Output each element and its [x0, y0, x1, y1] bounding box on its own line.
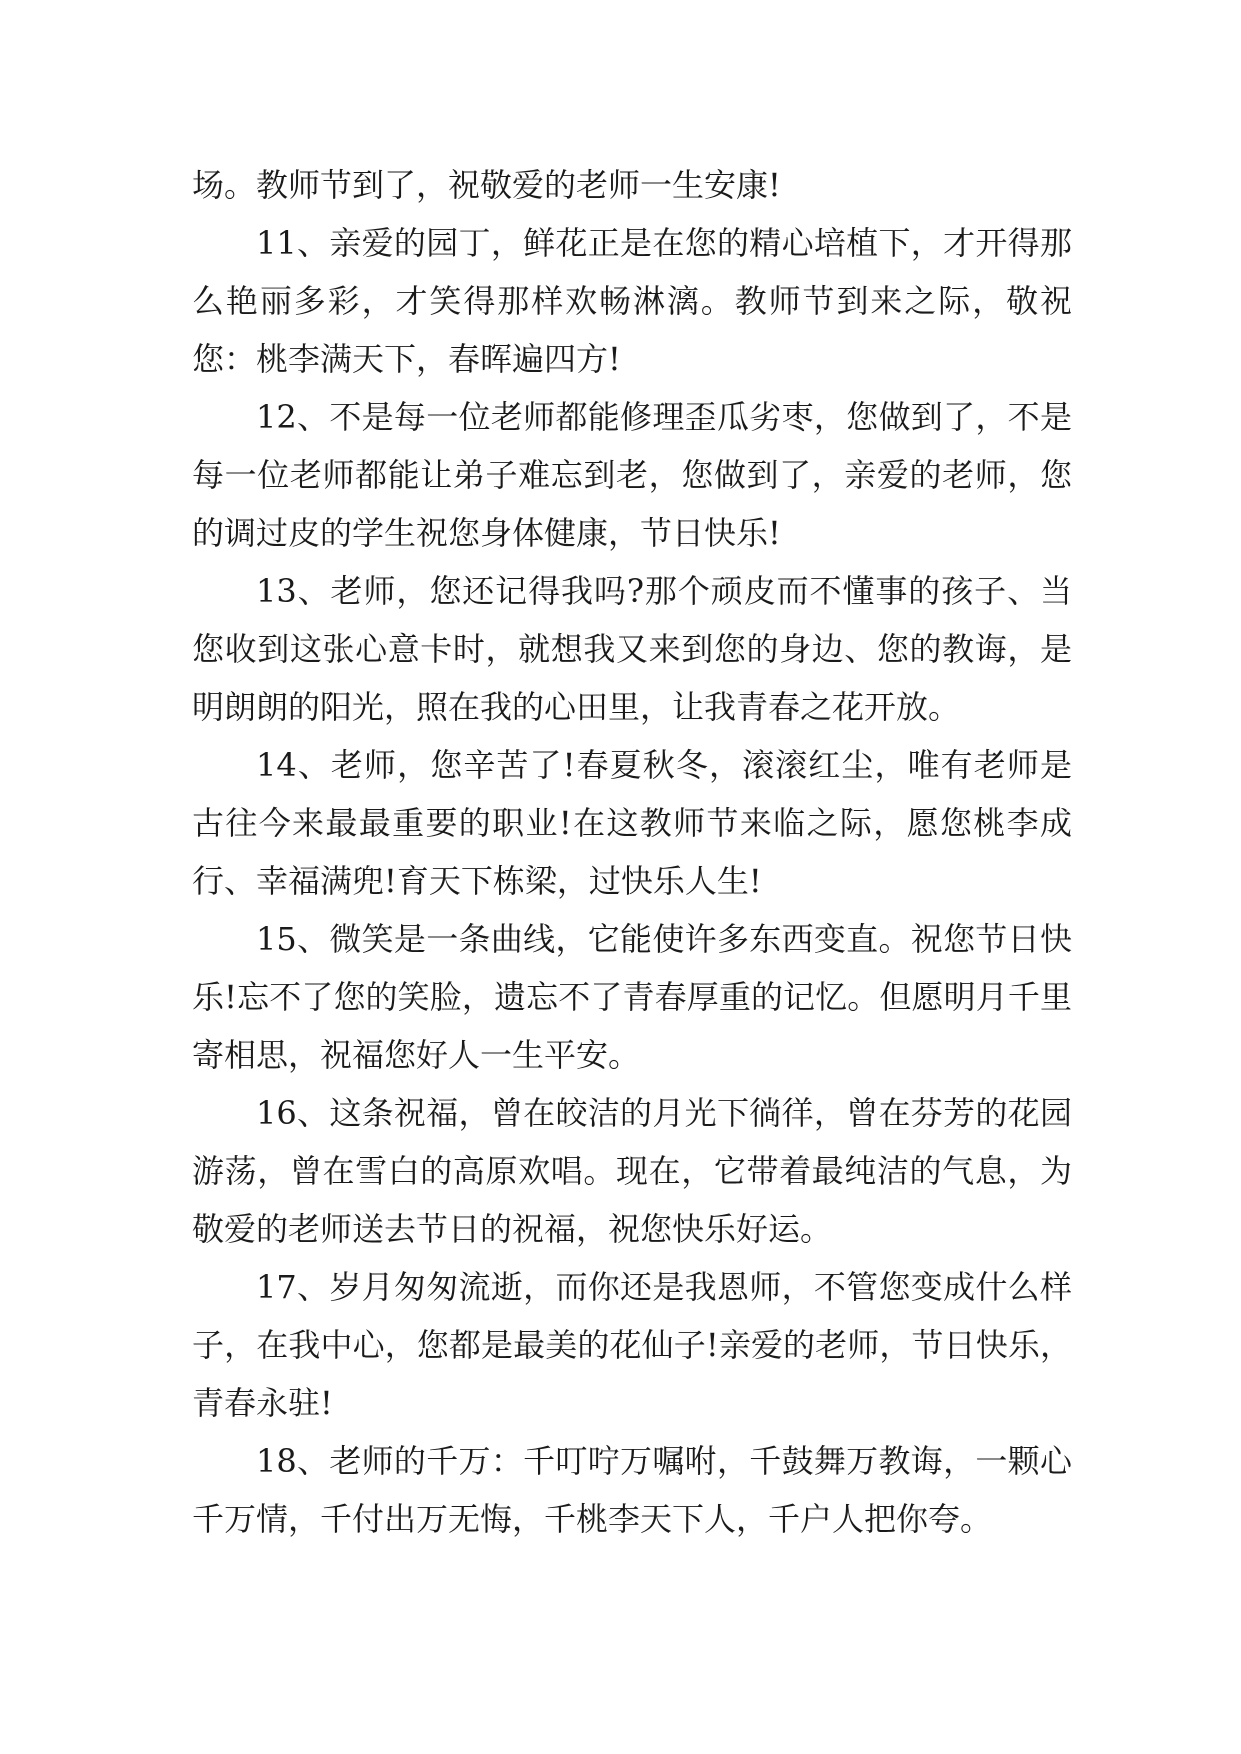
paragraph-12: 12、不是每一位老师都能修理歪瓜劣枣，您做到了，不是每一位老师都能让弟子难忘到老，您做到了，亲爱的老师，您的调过皮的学生祝您身体健康，节日快乐! [192, 398, 1072, 552]
paragraph-11: 11、亲爱的园丁，鲜花正是在您的精心培植下，才开得那么艳丽多彩，才笑得那样欢畅淋漓。教师节到来之际，敬祝您：桃李满天下，春晖遍四方! [192, 224, 1072, 378]
paragraph-13: 13、老师，您还记得我吗?那个顽皮而不懂事的孩子、当您收到这张心意卡时，就想我又来到您的身边、您的教诲，是明朗朗的阳光，照在我的心田里，让我青春之花开放。 [192, 572, 1072, 726]
paragraph-18: 18、老师的千万：千叮咛万嘱咐，千鼓舞万教诲，一颗心千万情，千付出万无悔，千桃李天下人，千户人把你夸。 [192, 1442, 1072, 1538]
paragraph-14: 14、老师，您辛苦了!春夏秋冬，滚滚红尘，唯有老师是古往今来最最重要的职业!在这教师节来临之际，愿您桃李成行、幸福满兜!育天下栋梁，过快乐人生! [192, 746, 1072, 900]
paragraph-16: 16、这条祝福，曾在皎洁的月光下徜徉，曾在芬芳的花园游荡，曾在雪白的高原欢唱。现在，它带着最纯洁的气息，为敬爱的老师送去节日的祝福，祝您快乐好运。 [192, 1094, 1072, 1248]
paragraph-17: 17、岁月匆匆流逝，而你还是我恩师，不管您变成什么样子，在我中心，您都是最美的花仙子!亲爱的老师，节日快乐，青春永驻! [192, 1268, 1072, 1422]
paragraph-15: 15、微笑是一条曲线，它能使许多东西变直。祝您节日快乐!忘不了您的笑脸，遗忘不了青春厚重的记忆。但愿明月千里寄相思，祝福您好人一生平安。 [192, 920, 1072, 1074]
document-body [192, 156, 1072, 1548]
paragraph-continuation: 场。教师节到了，祝敬爱的老师一生安康! [192, 166, 781, 204]
